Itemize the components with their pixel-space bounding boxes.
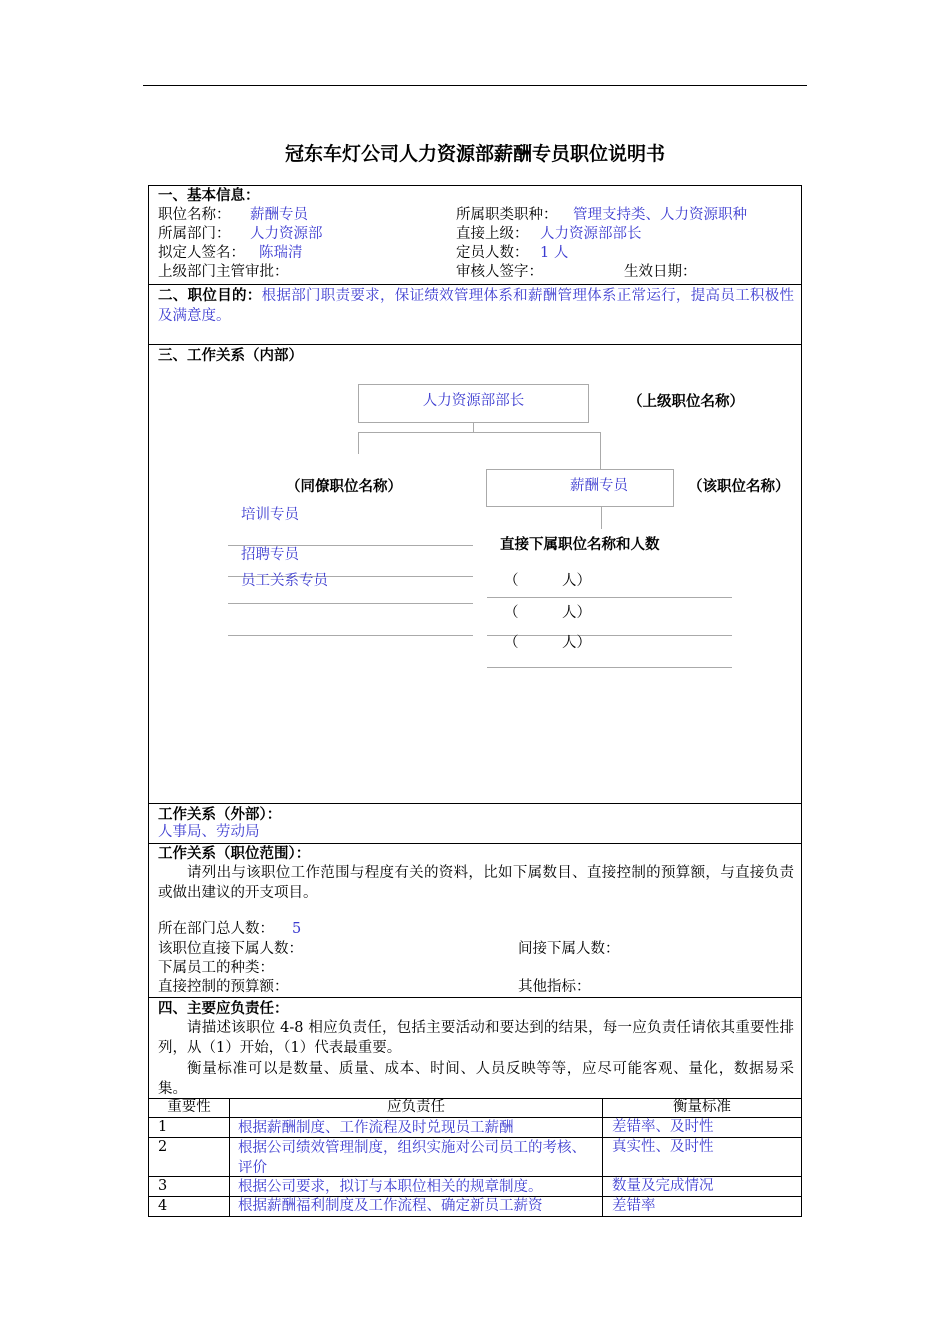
table-border-right xyxy=(801,185,802,1217)
col-duty-header: 应负责任 xyxy=(387,1099,445,1115)
external-value: 人事局、劳动局 xyxy=(158,824,260,840)
self-caption: （该职位名称） xyxy=(688,478,790,495)
self-box-label: 薪酬专员 xyxy=(570,478,628,494)
scope-heading: 工作关系（职位范围）： xyxy=(158,845,311,862)
other-label: 其他指标： xyxy=(518,979,591,995)
purpose-paragraph xyxy=(158,286,794,326)
drafter-value: 陈瑞清 xyxy=(259,245,303,261)
dept-label: 所属部门： xyxy=(158,226,231,242)
superior-label: 直接上级： xyxy=(456,226,529,242)
internal-heading: 三、工作关系（内部） xyxy=(158,347,303,364)
duties-table-rule xyxy=(148,1117,802,1118)
self-connector-down xyxy=(601,507,602,529)
row-rank: 1 xyxy=(158,1119,168,1135)
indirect-label: 间接下属人数： xyxy=(518,941,620,957)
sub-item: （ 人） xyxy=(504,605,591,621)
peer-item: 培训专员 xyxy=(241,507,299,523)
approval-label: 上级部门主管审批： xyxy=(158,264,289,280)
col-measure-header: 衡量标准 xyxy=(673,1099,731,1115)
basic-heading: 一、基本信息： xyxy=(158,187,260,204)
direct-label: 该职位直接下属人数： xyxy=(158,941,303,957)
duties-description-2: 衡量标准可以是数量、质量、成本、时间、人员反映等等，应尽可能客观、量化，数据易采集。 xyxy=(158,1061,794,1097)
divider-purpose xyxy=(148,344,802,345)
category-label: 所属职类职种： xyxy=(456,207,558,223)
superior-box-label: 人力资源部部长 xyxy=(422,393,525,409)
types-label: 下属员工的种类： xyxy=(158,960,274,976)
duties-description-1: 请描述该职位 4-8 相应负责任，包括主要活动和要达到的结果，每一应负责任请依其重要性排列，从（1）开始，（1）代表最重要。 xyxy=(158,1020,794,1056)
peer-underline xyxy=(228,603,473,604)
divider-scope xyxy=(148,997,802,998)
headcount-label: 定员人数： xyxy=(456,245,529,261)
divider-external xyxy=(148,843,802,844)
headcount-value: 1 人 xyxy=(540,245,569,261)
page-title: 冠东车灯公司人力资源部薪酬专员职位说明书 xyxy=(284,143,665,165)
purpose-text: 根据部门职责要求，保证绩效管理体系和薪酬管理体系正常运行，提高员工积极性及满意度。 xyxy=(158,288,795,324)
org-connector-right xyxy=(600,432,601,470)
peer-item: 招聘专员 xyxy=(241,547,299,563)
org-connector-bar xyxy=(358,432,601,433)
row-duty: 根据公司要求，拟订与本职位相关的规章制度。 xyxy=(238,1179,543,1195)
header-rule xyxy=(143,85,807,86)
table-border-top xyxy=(148,185,802,186)
row-measure: 差错率 xyxy=(612,1198,656,1214)
external-heading: 工作关系（外部）： xyxy=(158,806,282,823)
total-value: 5 xyxy=(292,921,302,937)
superior-value: 人力资源部部长 xyxy=(540,226,642,242)
purpose-heading: 二、职位目的： xyxy=(158,287,262,304)
peer-item: 员工关系专员 xyxy=(241,573,328,589)
sub-underline xyxy=(487,667,732,668)
col-rank-header: 重要性 xyxy=(167,1099,211,1115)
row-measure: 差错率、及时性 xyxy=(612,1119,714,1135)
sub-underline xyxy=(487,597,732,598)
budget-label: 直接控制的预算额： xyxy=(158,979,289,995)
sub-item: （ 人） xyxy=(504,635,591,651)
sub-caption: 直接下属职位名称和人数 xyxy=(500,536,660,553)
position-label: 职位名称： xyxy=(158,207,231,223)
table-border-left xyxy=(148,185,149,1217)
reviewer-label: 审核人签字： xyxy=(456,264,543,280)
row-duty: 根据公司绩效管理制度，组织实施对公司员工的考核、评价 xyxy=(238,1140,586,1176)
position-value: 薪酬专员 xyxy=(250,207,308,223)
peer-underline xyxy=(228,545,473,546)
row-rank: 3 xyxy=(158,1178,168,1194)
peer-underline xyxy=(228,635,473,636)
row-measure: 数量及完成情况 xyxy=(612,1178,714,1194)
row-rank: 2 xyxy=(158,1139,168,1155)
superior-caption: （上级职位名称） xyxy=(628,393,744,410)
peer-caption: （同僚职位名称） xyxy=(286,478,402,495)
effective-label: 生效日期： xyxy=(624,264,697,280)
row-duty: 根据薪酬制度、工作流程及时兑现员工薪酬 xyxy=(238,1120,514,1136)
scope-description: 请列出与该职位工作范围与程度有关的资料，比如下属数目、直接控制的预算额，与直接负责或做出建议的开支项目。 xyxy=(158,865,794,901)
row-rank: 4 xyxy=(158,1198,168,1214)
drafter-label: 拟定人签名： xyxy=(158,245,245,261)
dept-value: 人力资源部 xyxy=(250,226,323,242)
divider-basic xyxy=(148,284,802,285)
duties-heading: 四、主要应负责任： xyxy=(158,1000,289,1017)
sub-item: （ 人） xyxy=(504,573,591,589)
org-connector-left xyxy=(358,432,359,454)
row-duty: 根据薪酬福利制度及工作流程、确定新员工薪资 xyxy=(238,1198,543,1214)
divider-internal xyxy=(148,803,802,804)
total-label: 所在部门总人数： xyxy=(158,921,274,937)
row-measure: 真实性、及时性 xyxy=(612,1139,714,1155)
category-value: 管理支持类、人力资源职种 xyxy=(573,207,747,223)
duties-table-bottom xyxy=(148,1216,802,1217)
